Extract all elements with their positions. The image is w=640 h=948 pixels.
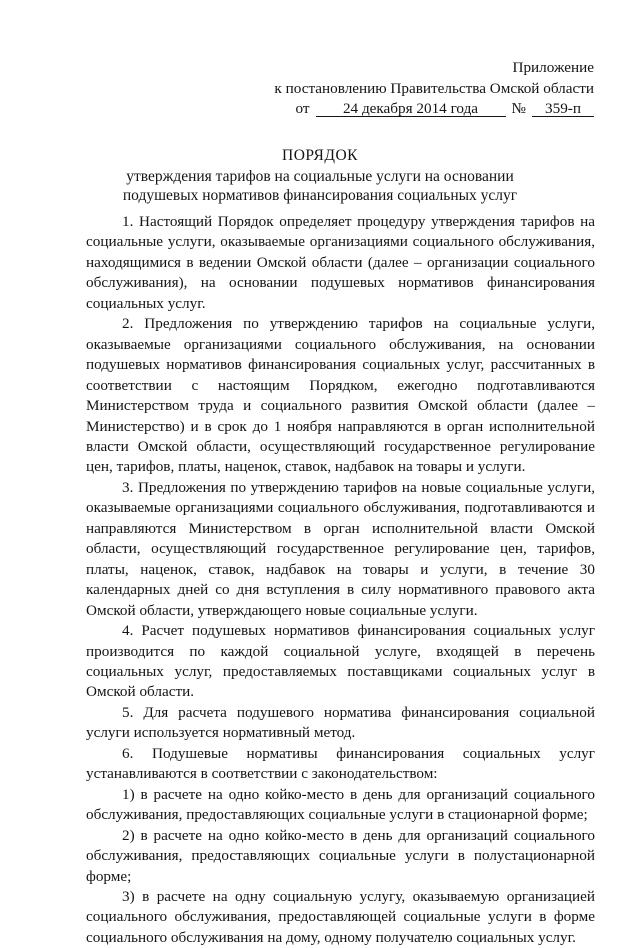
from-label: от: [295, 100, 310, 117]
appendix-resolution-ref: к постановлению Правительства Омской области: [274, 79, 594, 97]
paragraph-6-item-1: 1) в расчете на одно койко-место в день для организаций социального обслуживания, предоставляющих социальные услуги в стационарной форме;: [86, 785, 595, 824]
document-subtitle: утверждения тарифов на социальные услуги на основании подушевых нормативов финансирования социальных услуг: [122, 167, 518, 204]
paragraph-4: 4. Расчет подушевых нормативов финансирования социальных услуг производится по каждой социальной услуге, входящей в перечень социальных услуг, предоставляемых поставщиками социальных услуг в Омской области.: [86, 622, 595, 701]
document-body: [86, 212, 595, 948]
paragraph-2: 2. Предложения по утверждению тарифов на социальные услуги, оказываемые организациями социального обслуживания, на основании подушевых нормативов финансирования социальных услуг, рассчитанных в соответствии с настоящим Порядком, ежегодно подготавливаются Министерством труда и социального развития Омской области (далее – Министерство) и в срок до 1 ноября направляются в орган исполнительной власти Омской области, осуществляющий государственное регулирование цен, тарифов, платы, наценок, ставок, надбавок на товары и услуги.: [86, 315, 595, 476]
appendix-header: [234, 58, 594, 120]
appendix-label: Приложение: [512, 59, 594, 76]
paragraph-6-item-2: 2) в расчете на одно койко-место в день для организаций социального обслуживания, предоставляющих социальные услуги в полустационарной форме;: [86, 826, 595, 885]
paragraph-3: 3. Предложения по утверждению тарифов на новые социальные услуги, оказываемые организациями социального обслуживания, подготавливаются и направляются Министерством в орган исполнительной власти Омской области, осуществляющий государственное регулирование цен, тарифов, платы, наценок, ставок, надбавок на товары и услуги, в течение 30 календарных дней со дня вступления в силу нормативного правового акта Омской области, утверждающего новые социальные услуги.: [86, 478, 595, 619]
paragraph-6-item-3: 3) в расчете на одну социальную услугу, оказываемую организацией социального обслуживания, предоставляющей социальные услуги в форме социального обслуживания на дому, одному получателю социальных услуг.: [86, 887, 595, 946]
document-title: ПОРЯДОК: [282, 147, 358, 164]
number-label: №: [511, 100, 526, 117]
paragraph-6: 6. Подушевые нормативы финансирования социальных услуг устанавливаются в соответствии с законодательством:: [86, 744, 595, 783]
paragraph-5: 5. Для расчета подушевого норматива финансирования социальной услуги используется нормативный метод.: [86, 703, 595, 742]
appendix-date-number-line: [234, 99, 594, 120]
resolution-number: 359-п: [532, 101, 594, 117]
resolution-date: 24 декабря 2014 года: [316, 101, 506, 117]
paragraph-1: 1. Настоящий Порядок определяет процедуру утверждения тарифов на социальные услуги, оказываемые организациями социального обслуживания, находящимися в ведении Омской области (далее – организации социального обслуживания), на основании подушевых нормативов финансирования социальных услуг.: [86, 213, 595, 312]
document-title-block: [60, 146, 580, 206]
